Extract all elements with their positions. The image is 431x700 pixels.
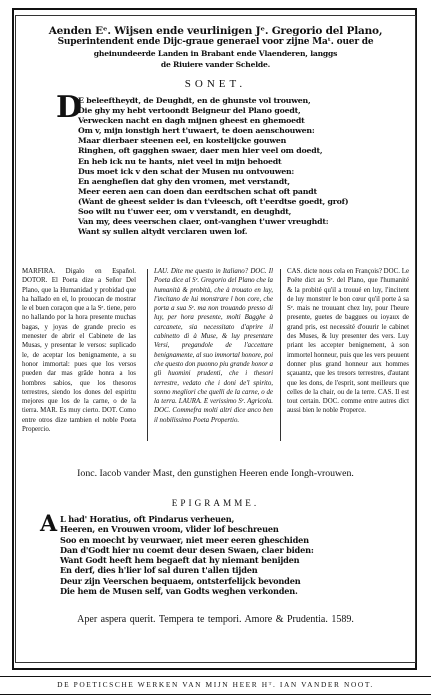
column-divider: [280, 269, 281, 441]
sonet-line: Ringhen, oft gagghen swaer, daer men hier veel om doedt,: [78, 146, 323, 156]
dedication-line-1: Aenden Eᵉ. Wijsen ende veurlinigen Jᵉ. Gregorio del Plano,: [48, 25, 383, 37]
footer-rule-bottom: [0, 694, 431, 695]
spanish-dialogue-column: MARFIRA. Digalo en Español. DOTOR. El Poeta dize a Señor Del Plano, que la Humanidad y probidad que ha hallado en el, lo prouocan de mostrar le el buen coraçon que a la Sᵉ. tiene, pero no hallando por la hora presente muchas bagas, y joyas de grande precio es menester de abrir el Cabinete de las Musas, y presentar le versos: suplicado le, de aceptar los benignamente, a su honor immortal: pues que los versos pueden dar mas grãde honra a los hombres sabios, que los thesoros terrestres, siendo los dones del espiritu mejores que los de la carne, o de la tierra. MAR. Es muy cierto. DOT. Como entre otros dize tambien el noble Poeta Propercio.: [22, 268, 136, 434]
sonet-dropcap: D: [56, 90, 82, 125]
epigramme-poem: [40, 511, 314, 597]
epigramme-line: Dan d'Godt hier nu coemt deur desen Swaen, claer biden:: [60, 544, 314, 555]
translation-columns: [22, 267, 409, 455]
dedication: [18, 26, 413, 70]
epigramme-line: Die hem de Musen self, van Godts weghen verkonden.: [60, 586, 298, 597]
running-footer: DE POETICSCHE WERKEN VAN MIJN HEER Hᵀ. IAN VANDER NOOT.: [57, 680, 374, 689]
footer-rule-top: [0, 676, 431, 677]
dedication-line-3: gheinundeerde Landen in Brabant ende Vlaenderen, langgs: [93, 49, 338, 58]
sonet-heading: SONET.: [184, 78, 247, 90]
sonet-line: E beleeftheydt, de Deughdt, en de ghunste vol trouwen,: [78, 96, 311, 105]
signature-line: Ionc. Iacob vander Mast, den gunstighen Heeren ende Iongh-vrouwen.: [77, 468, 354, 479]
epigramme-line: En derf, dies h'lier lof sal duren t'allen tijden: [60, 565, 258, 576]
epigramme-dropcap: A: [40, 511, 57, 537]
epigramme-line: Deur zijn Veerschen bequaem, ontsterfelijck bevonden: [60, 575, 301, 586]
sonet-line: Want sy sullen altydt verclaren uwen lof.: [78, 227, 248, 237]
epigramme-line: Want Godt heeft hem begaeft dat hy niemant benijden: [60, 555, 300, 566]
italian-dialogue-column: LAU. Dite me questo in Italiano? DOC. Il Poeta dice al Sᵉ. Gregorio del Plano che la humanità & probità, che à trouato en luy, l'incitano de lui monstrare l bon core, che porta a sua Sᵉ. ma non trouando presso di luy, per hora presente, molti Bagghe à carcanete, sia necessitato d'aprire il cabinetto di à Muse, & luy presentare Versi, pregandole de l'accettare benignamente, al suo immortal honore, poi che questo don puonno piu grande honor a gli huomini prudenti, che i thesori terrestre, vedato che i doni de'l spirito, sonno megliori che quelli de la carne, o de la terra. LAURA. E verissimo Sᵉ. Agricola. DOC. Commefra molti altri dice anco ben il nobilissimo Poeta Propertio.: [154, 268, 273, 424]
epigramme-line: L had' Horatius, oft Pindarus verheuen,: [60, 514, 235, 524]
epigramme-line: Soo en moecht by veurwaer, niet meer eeren gheschiden: [60, 534, 309, 545]
sonet-line: Die ghy my hebt vertoondt Beigneur del Plano goedt,: [78, 106, 301, 116]
sonet-line: En aengheſien dat ghy den vromen, met verstandt,: [78, 176, 290, 186]
sonet-line: Maar dierbaer steenen eel, en kostelijcke gouwen: [78, 136, 287, 146]
sonet-poem: [56, 90, 413, 237]
page-content: [18, 18, 413, 663]
sonet-line: Soo wilt nu t'uwer eer, om v verstandt, en deughdt,: [78, 207, 292, 217]
dedication-line-4: de Riuiere vander Schelde.: [160, 60, 271, 69]
motto-line: Aper aspera querit. Tempera te tempori. Amore & Prudentia. 1589.: [77, 614, 354, 625]
french-dialogue-column: CAS. dicte nous cela en François? DOC. Le Poëte dict au Sᵉ. del Plano, que l'humanité & la probité qu'il a trouué en luy, l'incitent de luy monstrer le bon cœur qu'il porte à sa Sᵉ. mais ne trouuant chez luy, pour l'heure presente, guetes de baggues ou ioyaux de grand pris, est necessité d'ouurir le cabinet des Muses, & luy presenter des vers. Luy priant les accepter benignement, à son immortel honneur, puis que les vers peuuent donner plus grand honneur aux hommes sçauantz, que les tresors terrestres, d'autant que les dons, de l'esprit, sont meilleurs que celles de la chair, ou de la terre. CAS. Il est tout certain. DOC. comme entre autres dict aussi bien le noble Properce.: [287, 268, 410, 415]
column-divider: [147, 269, 148, 441]
sonet-line: Om v, mijn ionstigh hert t'uwaert, te doen aenschouwen:: [78, 126, 315, 136]
epigramme-heading: EPIGRAMME.: [171, 498, 260, 508]
sonet-line: Dus moet ick v den schat der Musen nu ontvouwen:: [78, 166, 295, 176]
sonet-line: En heb ick nu te hants, niet veel in mijn behoedt: [78, 156, 282, 166]
epigramme-line: Heeren, en Vrouwen vroom, vlider lof beschreuen: [60, 524, 279, 535]
sonet-line: Verwecken nacht en dagh mijnen gheest en ghemoedt: [78, 116, 305, 126]
sonet-line: Van my, dees veerschen claer, ont-vanghen t'uwer vreughdt:: [78, 217, 329, 227]
dedication-line-2: Superintendent ende Dijc-graue generael voor zijne Maᵗ. ouer de: [57, 37, 374, 47]
sonet-line: (Want de gheest selder is dan t'vleesch, oft t'eerdtse goedt, grof): [78, 196, 349, 206]
sonet-line: Meer eeren aen can doen dan eerdtschen schat oft pandt: [78, 186, 317, 196]
